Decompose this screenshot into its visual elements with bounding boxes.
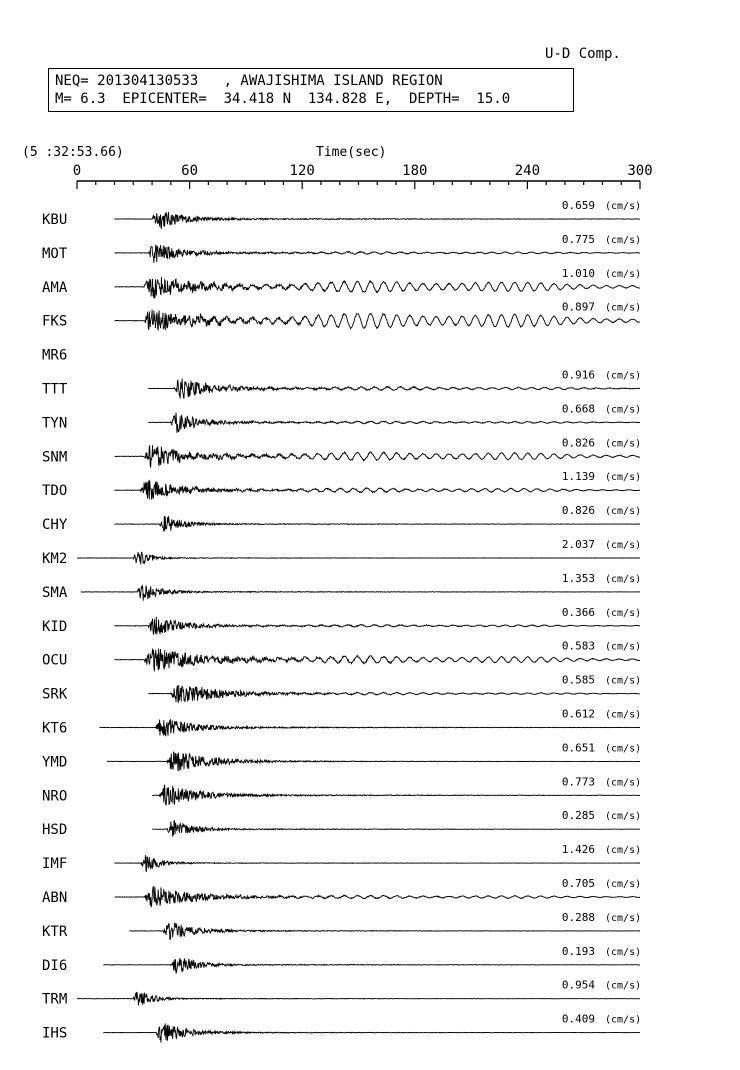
max-amplitude: 0.612 (561, 707, 595, 721)
x-tick-label: 0 (72, 163, 82, 179)
max-amplitude: 0.285 (561, 809, 595, 823)
max-amplitude: 0.651 (561, 741, 595, 755)
amplitude-unit: (cm/s) (605, 268, 642, 280)
event-info-line-1: NEQ= 201304130533 , AWAJISHIMA ISLAND REGION (55, 73, 443, 89)
amplitude-unit: (cm/s) (605, 540, 642, 551)
station-label: MOT (42, 245, 68, 262)
trace-ama (42, 267, 641, 299)
trace-km2 (42, 538, 641, 567)
max-amplitude: 0.585 (561, 673, 595, 687)
x-tick-label: 120 (289, 163, 315, 179)
station-label: MR6 (42, 347, 68, 364)
amplitude-unit: (cm/s) (605, 472, 642, 484)
max-amplitude: 0.826 (561, 436, 595, 450)
amplitude-unit: (cm/s) (605, 438, 642, 450)
trace-di6 (42, 945, 641, 974)
amplitude-unit: (cm/s) (605, 404, 642, 416)
waveform (130, 923, 641, 939)
origin-time: (5 :32:53.66) (22, 145, 124, 160)
amplitude-unit: (cm/s) (605, 879, 642, 890)
waveform (115, 212, 641, 228)
waveform (77, 552, 640, 565)
station-label: TRM (42, 991, 68, 1008)
waveform (115, 617, 641, 635)
station-label: TTT (42, 381, 68, 398)
x-tick-label: 180 (402, 163, 428, 179)
station-label: CHY (42, 517, 68, 534)
station-label: AMA (42, 279, 68, 296)
amplitude-unit: (cm/s) (605, 607, 642, 619)
waveform (148, 685, 640, 703)
station-label: SNM (42, 449, 68, 466)
max-amplitude: 0.826 (561, 504, 595, 518)
amplitude-unit: (cm/s) (605, 370, 642, 382)
component-label: U-D Comp. (545, 46, 621, 62)
trace-ihs (42, 1013, 641, 1043)
max-amplitude: 1.353 (561, 571, 595, 585)
waveform (103, 1023, 640, 1042)
trace-sma (42, 572, 641, 601)
trace-srk (42, 674, 641, 703)
trace-ktr (42, 911, 641, 940)
station-label: KTR (42, 923, 68, 940)
amplitude-unit: (cm/s) (605, 1014, 642, 1026)
trace-ttt (42, 369, 641, 399)
station-label: KBU (42, 212, 68, 228)
trace-hsd (42, 809, 641, 838)
station-label: KT6 (42, 720, 68, 737)
amplitude-unit: (cm/s) (605, 573, 642, 585)
trace-mr6 (42, 348, 67, 364)
station-label: IHS (42, 1025, 68, 1042)
trace-kbu (42, 199, 641, 228)
trace-tdo (42, 470, 641, 499)
trace-nro (42, 775, 641, 805)
waveform (100, 719, 641, 736)
max-amplitude: 2.037 (561, 538, 595, 551)
max-amplitude: 0.409 (561, 1012, 595, 1026)
max-amplitude: 0.705 (561, 877, 595, 890)
waveform (103, 958, 640, 973)
trace-chy (42, 504, 641, 533)
trace-kid (42, 606, 641, 635)
station-label: SMA (42, 584, 68, 601)
station-label: KM2 (42, 551, 68, 567)
max-amplitude: 1.139 (561, 470, 595, 484)
amplitude-unit: (cm/s) (605, 234, 642, 246)
amplitude-unit: (cm/s) (605, 506, 642, 518)
trace-tyn (42, 402, 641, 432)
station-label: TYN (42, 415, 68, 432)
trace-abn (42, 877, 641, 907)
max-amplitude: 0.659 (561, 199, 595, 212)
trace-mot (42, 233, 641, 263)
trace-fks (42, 301, 641, 331)
waveform (115, 855, 641, 871)
station-label: FKS (42, 313, 68, 330)
x-tick-label: 240 (514, 163, 541, 179)
station-label: TDO (42, 483, 68, 500)
max-amplitude: 1.010 (561, 266, 595, 280)
x-axis-title: Time(sec) (316, 145, 387, 160)
trace-kt6 (42, 708, 641, 737)
max-amplitude: 0.366 (561, 605, 595, 619)
amplitude-unit: (cm/s) (605, 777, 642, 789)
amplitude-unit: (cm/s) (605, 811, 642, 823)
amplitude-unit: (cm/s) (605, 845, 642, 857)
station-label: IMF (42, 856, 68, 873)
amplitude-unit: (cm/s) (605, 201, 642, 212)
amplitude-unit: (cm/s) (605, 980, 642, 992)
traces (42, 199, 641, 1043)
amplitude-unit: (cm/s) (605, 912, 642, 924)
event-info-line-2: M= 6.3 EPICENTER= 34.418 N 134.828 E, DEPTH= 15.0 (55, 91, 511, 107)
max-amplitude: 1.426 (561, 843, 595, 857)
max-amplitude: 0.583 (561, 639, 595, 653)
amplitude-unit: (cm/s) (605, 675, 642, 687)
max-amplitude: 0.288 (561, 910, 595, 924)
waveform (81, 586, 640, 601)
amplitude-unit: (cm/s) (605, 709, 642, 721)
station-label: SRK (42, 686, 68, 703)
waveform (152, 820, 640, 837)
trace-ymd (42, 741, 641, 771)
max-amplitude: 0.954 (561, 978, 595, 992)
station-label: KID (42, 618, 68, 635)
waveform (148, 413, 640, 433)
max-amplitude: 0.668 (561, 402, 595, 416)
amplitude-unit: (cm/s) (605, 302, 642, 314)
station-label: NRO (42, 788, 68, 805)
max-amplitude: 0.193 (561, 944, 595, 958)
max-amplitude: 0.773 (561, 775, 595, 789)
amplitude-unit: (cm/s) (605, 641, 642, 653)
trace-trm (42, 979, 641, 1008)
station-label: DI6 (42, 957, 68, 974)
waveform (107, 752, 640, 771)
station-label: YMD (42, 754, 68, 771)
x-tick-label: 60 (181, 163, 199, 179)
trace-ocu (42, 640, 641, 672)
waveform (115, 245, 641, 263)
station-label: ABN (42, 890, 68, 906)
trace-snm (42, 436, 641, 467)
time-axis (73, 163, 653, 189)
max-amplitude: 0.897 (561, 300, 595, 314)
trace-imf (42, 843, 641, 872)
waveform (115, 516, 641, 532)
max-amplitude: 0.916 (561, 368, 595, 382)
amplitude-unit: (cm/s) (605, 946, 642, 958)
waveform (77, 992, 640, 1005)
x-tick-label: 300 (627, 163, 653, 179)
amplitude-unit: (cm/s) (605, 743, 642, 755)
max-amplitude: 0.775 (561, 232, 595, 246)
station-label: HSD (42, 822, 68, 839)
waveform (115, 277, 641, 298)
station-label: OCU (42, 652, 68, 669)
